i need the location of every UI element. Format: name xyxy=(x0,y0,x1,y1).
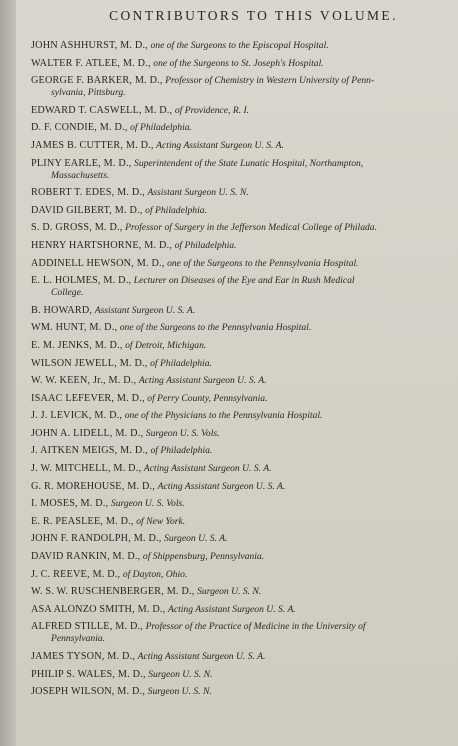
contributor-affiliation-continuation: Massachusetts. xyxy=(51,169,110,181)
contributor-entry xyxy=(31,621,448,645)
contributor-affiliation: Acting Assistant Surgeon U. S. A. xyxy=(143,463,272,475)
contributor-entry xyxy=(31,463,448,475)
contributor-affiliation: Acting Assistant Surgeon U. S. A. xyxy=(167,603,296,615)
contributor-entry xyxy=(31,410,448,422)
contributor-entry xyxy=(31,58,448,70)
contributor-name: JAMES TYSON, M. D., xyxy=(31,651,136,662)
contributor-entry xyxy=(31,258,448,270)
contributor-affiliation: of Dayton, Ohio. xyxy=(122,568,188,580)
contributor-entry xyxy=(31,481,448,493)
contributor-name: JOSEPH WILSON, M. D., xyxy=(31,686,146,698)
contributor-entry xyxy=(31,393,448,405)
contributor-entry xyxy=(31,322,448,334)
contributor-name: ASA ALONZO SMITH, M. D., xyxy=(31,603,166,615)
contributor-entry xyxy=(31,569,448,581)
contributor-name: J. J. LEVICK, M. D., xyxy=(31,410,123,422)
contributor-affiliation: of Philadelphia. xyxy=(150,445,213,457)
contributor-affiliation: of Philadelphia. xyxy=(174,239,237,251)
contributor-affiliation-continuation: sylvania, Pittsburg. xyxy=(51,87,126,99)
contributor-entry xyxy=(31,428,448,440)
contributor-affiliation: Surgeon U. S. N. xyxy=(148,668,213,680)
contributor-entry xyxy=(31,275,448,299)
contributor-name: WILSON JEWELL, M. D., xyxy=(31,357,148,369)
contributor-name: I. MOSES, M. D., xyxy=(31,498,109,510)
page-gutter xyxy=(0,0,16,746)
contributor-name: HENRY HARTSHORNE, M. D., xyxy=(31,239,173,251)
contributor-entry xyxy=(31,122,448,134)
contributor-entry xyxy=(31,445,448,457)
contributor-entry xyxy=(31,551,448,563)
contributor-entry xyxy=(31,75,448,99)
contributor-affiliation: Acting Assistant Surgeon U. S. A. xyxy=(137,651,266,662)
contributor-affiliation: Surgeon U. S. Vols. xyxy=(110,498,185,510)
contributor-affiliation: Assistant Surgeon U. S. A. xyxy=(94,304,196,316)
contributor-entry xyxy=(31,158,448,182)
contributor-affiliation: Acting Assistant Surgeon U. S. A. xyxy=(138,375,267,387)
contributor-name: WALTER F. ATLEE, M. D., xyxy=(31,57,151,69)
contributor-entry xyxy=(31,340,448,352)
contributor-name: JOHN A. LIDELL, M. D., xyxy=(31,427,144,439)
contributor-name: S. D. GROSS, M. D., xyxy=(31,222,123,234)
contributor-name: ISAAC LEFEVER, M. D., xyxy=(31,392,145,404)
contributor-affiliation: Acting Assistant Surgeon U. S. A. xyxy=(156,139,284,151)
contributor-entry xyxy=(31,498,448,510)
contributor-entry xyxy=(31,651,448,663)
contributor-name: ADDINELL HEWSON, M. D., xyxy=(31,257,165,269)
contributor-name: PLINY EARLE, M. D., xyxy=(31,157,132,169)
contributor-name: J. C. REEVE, M. D., xyxy=(31,568,121,580)
contributor-entry xyxy=(31,686,448,698)
contributor-name: WM. HUNT, M. D., xyxy=(31,322,118,334)
contributor-name: B. HOWARD, xyxy=(31,304,93,316)
contributor-name: J. AITKEN MEIGS, M. D., xyxy=(31,445,148,457)
contributor-affiliation: of Detroit, Michigan. xyxy=(125,339,207,351)
contributor-name: DAVID GILBERT, M. D., xyxy=(31,204,143,216)
contributor-affiliation: one of the Surgeons to the Pennsylvania Hospital. xyxy=(119,322,312,334)
contributor-name: ALFRED STILLÉ, M. D., xyxy=(31,621,144,633)
contributor-affiliation-continuation: College. xyxy=(51,287,84,299)
contributor-affiliation: one of the Surgeons to the Pennsylvania Hospital. xyxy=(167,257,359,269)
contributor-affiliation: Surgeon U. S. N. xyxy=(197,586,262,598)
contributor-entry xyxy=(31,669,448,681)
contributor-affiliation: Professor of Surgery in the Jefferson Medical College of Philada. xyxy=(125,222,377,234)
contributor-affiliation: of New York. xyxy=(136,515,186,527)
contributors-list xyxy=(31,40,448,698)
contributor-name: D. F. CONDIE, M. D., xyxy=(31,122,128,134)
contributor-entry xyxy=(31,140,448,152)
contributor-affiliation: one of the Surgeons to St. Joseph's Hospital. xyxy=(153,57,324,69)
contributor-affiliation-continuation: Pennsylvania. xyxy=(51,633,106,645)
contributor-entry xyxy=(31,222,448,234)
contributor-affiliation: of Shippensburg, Pennsylvania. xyxy=(142,551,265,563)
contributor-name: W. W. KEEN, Jr., M. D., xyxy=(31,375,137,387)
contributor-affiliation: of Philadelphia. xyxy=(150,357,212,369)
contributor-entry xyxy=(31,586,448,598)
contributor-affiliation: of Philadelphia. xyxy=(145,204,207,216)
contributor-name: G. R. MOREHOUSE, M. D., xyxy=(31,480,156,492)
contributor-name: EDWARD T. CASWELL, M. D., xyxy=(31,104,173,116)
contributor-name: GEORGE F. BARKER, M. D., xyxy=(31,75,163,87)
contributor-entry xyxy=(31,105,448,117)
contributor-affiliation: Superintendent of the State Lunatic Hospital, Northampton, xyxy=(134,157,364,169)
contributor-affiliation: one of the Surgeons to the Episcopal Hospital. xyxy=(150,40,329,51)
contributor-affiliation: of Perry County, Pennsylvania. xyxy=(147,392,268,404)
contributor-name: W. S. W. RUSCHENBERGER, M. D., xyxy=(31,586,195,598)
contributor-affiliation: Assistant Surgeon U. S. N. xyxy=(147,187,249,199)
contributor-affiliation: one of the Physicians to the Pennsylvania Hospital. xyxy=(124,410,323,422)
contributor-name: E. R. PEASLEE, M. D., xyxy=(31,515,134,527)
contributor-name: JOHN F. RANDOLPH, M. D., xyxy=(31,533,162,545)
contributor-affiliation: Surgeon U. S. N. xyxy=(147,686,212,698)
contributor-name: J. W. MITCHELL, M. D., xyxy=(31,463,142,475)
contributor-name: E. M. JENKS, M. D., xyxy=(31,339,123,351)
contributor-entry xyxy=(31,533,448,545)
contributor-entry xyxy=(31,205,448,217)
contributor-entry xyxy=(31,516,448,528)
contributor-name: E. L. HOLMES, M. D., xyxy=(31,275,132,287)
contributor-name: PHILIP S. WALES, M. D., xyxy=(31,668,146,680)
contributor-entry xyxy=(31,187,448,199)
contributor-name: DAVID RANKIN, M. D., xyxy=(31,551,141,563)
contributor-affiliation: Professor of Chemistry in Western University of Penn- xyxy=(165,75,375,87)
contributor-affiliation: of Providence, R. I. xyxy=(174,104,250,116)
contributor-entry xyxy=(31,40,448,52)
contributor-name: JAMES B. CUTTER, M. D., xyxy=(31,139,154,151)
contributor-entry xyxy=(31,375,448,387)
contributor-entry xyxy=(31,604,448,616)
contributor-entry xyxy=(31,358,448,370)
contributor-entry xyxy=(31,240,448,252)
contributor-name: ROBERT T. EDES, M. D., xyxy=(31,187,145,199)
contributor-affiliation: Acting Assistant Surgeon U. S. A. xyxy=(157,480,286,492)
contributor-affiliation: Professor of the Practice of Medicine in the University of xyxy=(145,621,366,633)
contributor-affiliation: Surgeon U. S. Vols. xyxy=(145,427,220,439)
page-title: CONTRIBUTORS TO THIS VOLUME. xyxy=(109,8,398,23)
contributor-affiliation: of Philadelphia. xyxy=(130,122,192,134)
contributor-affiliation: Lecturer on Diseases of the Eye and Ear in Rush Medical xyxy=(133,275,355,287)
contributor-name: JOHN ASHHURST, M. D., xyxy=(31,40,148,51)
contributor-affiliation: Surgeon U. S. A. xyxy=(164,533,228,545)
contributor-entry xyxy=(31,305,448,317)
